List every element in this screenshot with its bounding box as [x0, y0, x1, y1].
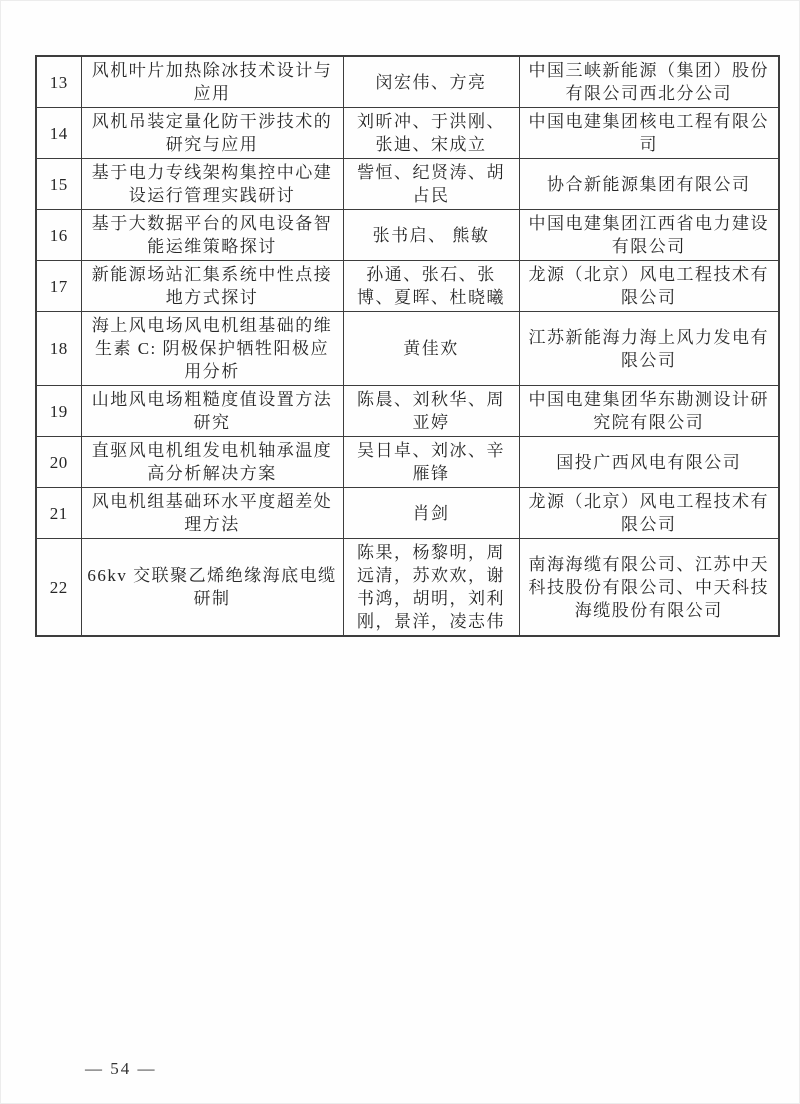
organization-cell: 南海海缆有限公司、江苏中天科技股份有限公司、中天科技海缆股份有限公司 [519, 539, 779, 637]
row-number-cell: 16 [36, 210, 81, 261]
organization-cell: 中国电建集团江西省电力建设有限公司 [519, 210, 779, 261]
project-title-cell: 海上风电场风电机组基础的维生素 C: 阴极保护牺牲阳极应用分析 [81, 312, 343, 386]
row-number-cell: 22 [36, 539, 81, 637]
table-row [36, 108, 779, 159]
project-title-cell: 直驱风电机组发电机轴承温度高分析解决方案 [81, 437, 343, 488]
table-row [36, 261, 779, 312]
table-row [36, 488, 779, 539]
organization-cell: 中国三峡新能源（集团）股份有限公司西北分公司 [519, 56, 779, 108]
row-number-cell: 15 [36, 159, 81, 210]
organization-cell: 龙源（北京）风电工程技术有限公司 [519, 488, 779, 539]
authors-cell: 陈晨、刘秋华、周亚婷 [343, 386, 519, 437]
table-row [36, 312, 779, 386]
table-row [36, 210, 779, 261]
authors-cell: 吴日卓、刘冰、辛雁锋 [343, 437, 519, 488]
project-title-cell: 风电机组基础环水平度超差处理方法 [81, 488, 343, 539]
project-title-cell: 风机叶片加热除冰技术设计与应用 [81, 56, 343, 108]
organization-cell: 协合新能源集团有限公司 [519, 159, 779, 210]
organization-cell: 中国电建集团核电工程有限公司 [519, 108, 779, 159]
project-title-cell: 基于大数据平台的风电设备智能运维策略探讨 [81, 210, 343, 261]
table-row [36, 539, 779, 637]
authors-cell: 孙通、张石、张博、夏晖、杜晓曦 [343, 261, 519, 312]
organization-cell: 龙源（北京）风电工程技术有限公司 [519, 261, 779, 312]
table-row [36, 386, 779, 437]
authors-cell: 陈果，杨黎明，周远清，苏欢欢，谢书鸿，胡明，刘利刚，景洋，凌志伟 [343, 539, 519, 637]
project-title-cell: 新能源场站汇集系统中性点接地方式探讨 [81, 261, 343, 312]
row-number-cell: 21 [36, 488, 81, 539]
row-number-cell: 18 [36, 312, 81, 386]
authors-cell: 訾恒、纪贤涛、胡占民 [343, 159, 519, 210]
organization-cell: 江苏新能海力海上风力发电有限公司 [519, 312, 779, 386]
row-number-cell: 13 [36, 56, 81, 108]
project-title-cell: 基于电力专线架构集控中心建设运行管理实践研讨 [81, 159, 343, 210]
authors-cell: 肖剑 [343, 488, 519, 539]
project-title-cell: 风机吊装定量化防干涉技术的研究与应用 [81, 108, 343, 159]
table-row [36, 437, 779, 488]
authors-cell: 黄佳欢 [343, 312, 519, 386]
table-row [36, 159, 779, 210]
row-number-cell: 14 [36, 108, 81, 159]
authors-cell: 闵宏伟、方亮 [343, 56, 519, 108]
project-title-cell: 66kv 交联聚乙烯绝缘海底电缆研制 [81, 539, 343, 637]
project-title-cell: 山地风电场粗糙度值设置方法研究 [81, 386, 343, 437]
authors-cell: 张书启、 熊敏 [343, 210, 519, 261]
table-row [36, 56, 779, 108]
authors-cell: 刘昕冲、于洪刚、张迪、宋成立 [343, 108, 519, 159]
row-number-cell: 17 [36, 261, 81, 312]
page-number: — 54 — [85, 1059, 157, 1078]
row-number-cell: 19 [36, 386, 81, 437]
organization-cell: 国投广西风电有限公司 [519, 437, 779, 488]
organization-cell: 中国电建集团华东勘测设计研究院有限公司 [519, 386, 779, 437]
row-number-cell: 20 [36, 437, 81, 488]
entries-table [35, 55, 780, 637]
